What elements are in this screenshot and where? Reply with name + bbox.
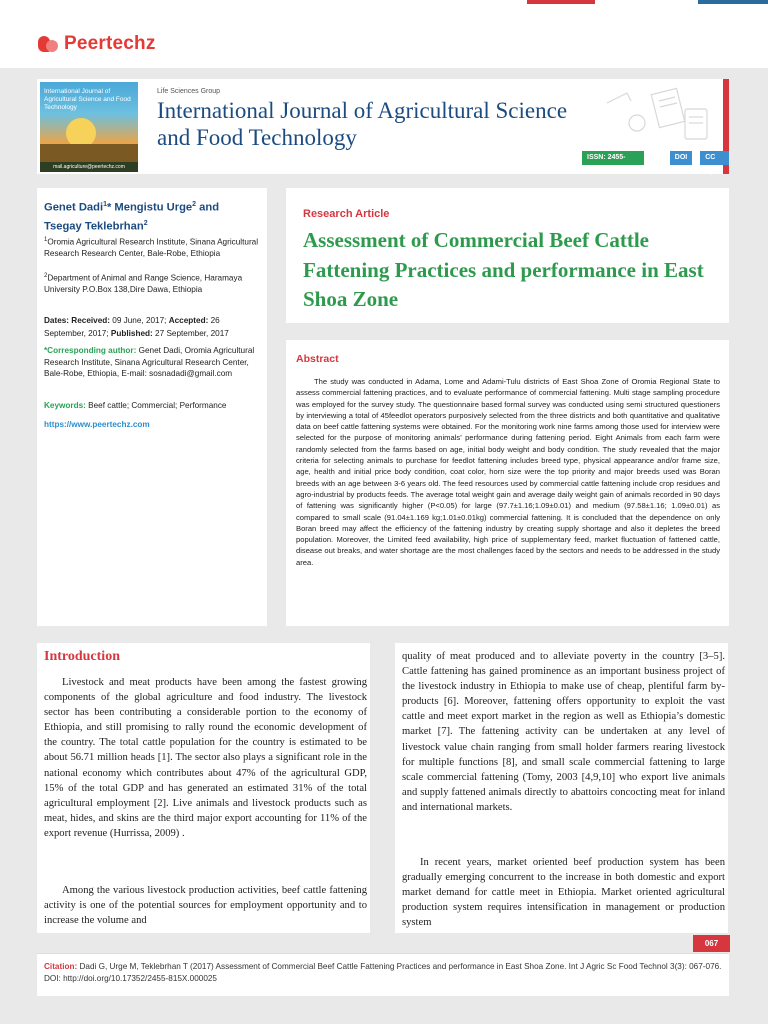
intro-paragraph-2: Among the various livestock production activities, beef cattle fattening activity is one of the potential sources for employment opportunity and to increase the volume and xyxy=(44,885,367,927)
page-number: 067 xyxy=(693,935,730,952)
intro-paragraph-4: In recent years, market oriented beef production system has been gradually emerging concurrent to the increase in both domestic and export market demand for cattle meet in Ethiopia. Market oriented agricultural production system requires intensification in management or production system xyxy=(402,857,725,929)
doi-badge[interactable]: DOI xyxy=(670,151,692,165)
abstract-text: The study was conducted in Adama, Lome and Adami-Tulu districts of East Shoa Zone of Oromia Regional State to assess commercial fattening practices, and to evaluate performance of commercial fattening. Multi stage sampling procedure was employed for the survey study. The questionnaire based formal survey was conducted using semi structured questioners by interviewing a total of 45feedlot operators purposively selected from the three districts and both quantitative and qualitative data on beef cattle fattening systems were obtained. For the monitoring work nine farms among those used for interview were selected for the purpose of monitoring animals’ performance during fattening period. Eight Animals from each farm were randomly selected from the farms based on age, initial body weight and body condition. The study revealed that the major criteria for selecting animals to purchase for feedlot fattening includes breed type, physical appearance and/or frame size, age, health and initial price body condition, coat color, horn size were the top priority and major breeds used was Boran breeds with an age between 3-6 years old. The feed resources used by commercial cattle fattening include crop residues and agro-industrial by products feeds. The average total weight gain and average daily weight gain of animals recorded in 90 days of fattening was significantly higher (P<0.05) for large (97.7±1.16;1.09±0.01) and medium (97.58±1.16; 1.09±0.01) as compared to small scale (91.04±1.169 kg;1.01±0.01kg) commercial fattening. It is concluded that the dependence on only Boran breed may affect the efficiency of the fattening industry by creating supply shortage and also it depletes the breed population. Moreover, the Limited feed availability, high price of supplementary feed, market fluctuation of fattened cattle, disease out breaks, and water shortage are the most challenges faced by the sectors and needs to be addressed in the study area. xyxy=(296,377,720,567)
cover-url: mail.agriculture@peertechz.com xyxy=(40,162,138,172)
badge-row xyxy=(582,151,729,175)
journal-cover-image xyxy=(40,82,138,172)
article-type: Research Article xyxy=(303,208,390,220)
affiliation-1: $^1$Oromia Agricultural Research Institute, Sinana Agricultural Research Research Center, Bale-Robe, Ethiopia xyxy=(44,237,259,259)
keywords: Keywords: Beef cattle; Commercial; Performance xyxy=(44,401,227,410)
author-panel xyxy=(37,188,267,626)
abstract-panel xyxy=(286,340,729,626)
top-accent-blue xyxy=(698,0,768,4)
affiliation-2: $^2$Department of Animal and Range Science, Haramaya University P.O.Box 138,Dire Dawa, Ethiopia xyxy=(44,273,243,295)
journal-title: International Journal of Agricultural Science and Food Technology xyxy=(157,98,568,150)
group-label: Life Sciences Group xyxy=(157,88,221,95)
introduction-heading: Introduction xyxy=(44,649,120,664)
corresponding-author: *Corresponding author: Genet Dadi, Oromia Agricultural Research Institute, Sinana Agricultural Research Center, Bale-Robe, Ethiopia, E-mail: sosnadadi@gmail.com xyxy=(44,346,255,378)
article-dates: Dates: Received: 09 June, 2017; Accepted: 26 September, 2017; Published: 27 September, 2017 xyxy=(44,316,229,338)
cc-by-badge[interactable]: CC By xyxy=(700,151,729,165)
top-bar xyxy=(0,0,768,68)
body-column-right xyxy=(395,643,728,933)
citation-footer xyxy=(37,953,729,996)
top-accent-red xyxy=(527,0,595,4)
peertechz-logo-icon xyxy=(38,34,60,54)
issn-badge: ISSN: 2455-815X xyxy=(582,151,644,165)
article-title: Assessment of Commercial Beef Cattle Fattening Practices and performance in East Shoa Zone xyxy=(303,228,704,311)
intro-paragraph-1: Livestock and meat products have been among the fastest growing components of the global agriculture and food industry. The livestock sector has been contributing a considerable portion to the economy of Ethiopia, and still promising to rally round the economic development of the country. The total cattle population for the country is estimated to be about 56.71 million heads [1]. The sector also plays a significant role in the national economy which contributes about 47% of the agricultural GDP, 15% of the total GDP and has generated an estimated 31% of the total agricultural employment [2]. Live animals and livestock products such as meat, hides, and skins are the third major export accounting for 11% of the export revenue (Hurrissa, 2009) . xyxy=(44,677,367,839)
website-link[interactable]: https://www.peertechz.com xyxy=(44,420,150,429)
citation: Citation: Dadi G, Urge M, Teklebrhan T (2017) Assessment of Commercial Beef Cattle Fattening Practices and performance in East Shoa Zone. Int J Agric Sc Food Technol 3(3): 067-076. DOI: http://doi.org/10.17352/2455-815X.000025 xyxy=(44,962,722,983)
author-names: Genet Dadi$^1$* Mengistu Urge$^2$ and Tsegay Teklebrhan$^2$ xyxy=(44,201,220,233)
cover-title: International Journal of Agricultural Science and Food Technology xyxy=(44,88,131,111)
abstract-heading: Abstract xyxy=(296,353,339,365)
journal-header xyxy=(37,79,729,174)
body-column-left xyxy=(37,643,370,933)
article-title-panel xyxy=(286,188,729,323)
intro-paragraph-3: quality of meat produced and to alleviate poverty in the country [3–5]. Cattle fattening has gained prominence as an important business project of the livestock industry in Ethiopia to make use of cheap, plentiful farm by-products [6]. Moreover, fattening offers opportunity to exploit the vast cattle and meet export market in the region as well as Ethiopia’s domestic market [7]. The fattening activity can be undertaken at any level of livestock value chain ranging from small holder farmers rearing livestock for multiple functions [8], and small scale commercial fattening to large scale commercial fattening (Tomy, 2003 [4,9,10] who export live animals and supply fattened animals directly to abattoirs concocting meat for inland and international markets. xyxy=(402,651,725,813)
publisher-logo[interactable] xyxy=(38,33,156,55)
document-doodle-icon xyxy=(597,83,719,145)
publisher-name: Peertechz xyxy=(64,33,156,54)
